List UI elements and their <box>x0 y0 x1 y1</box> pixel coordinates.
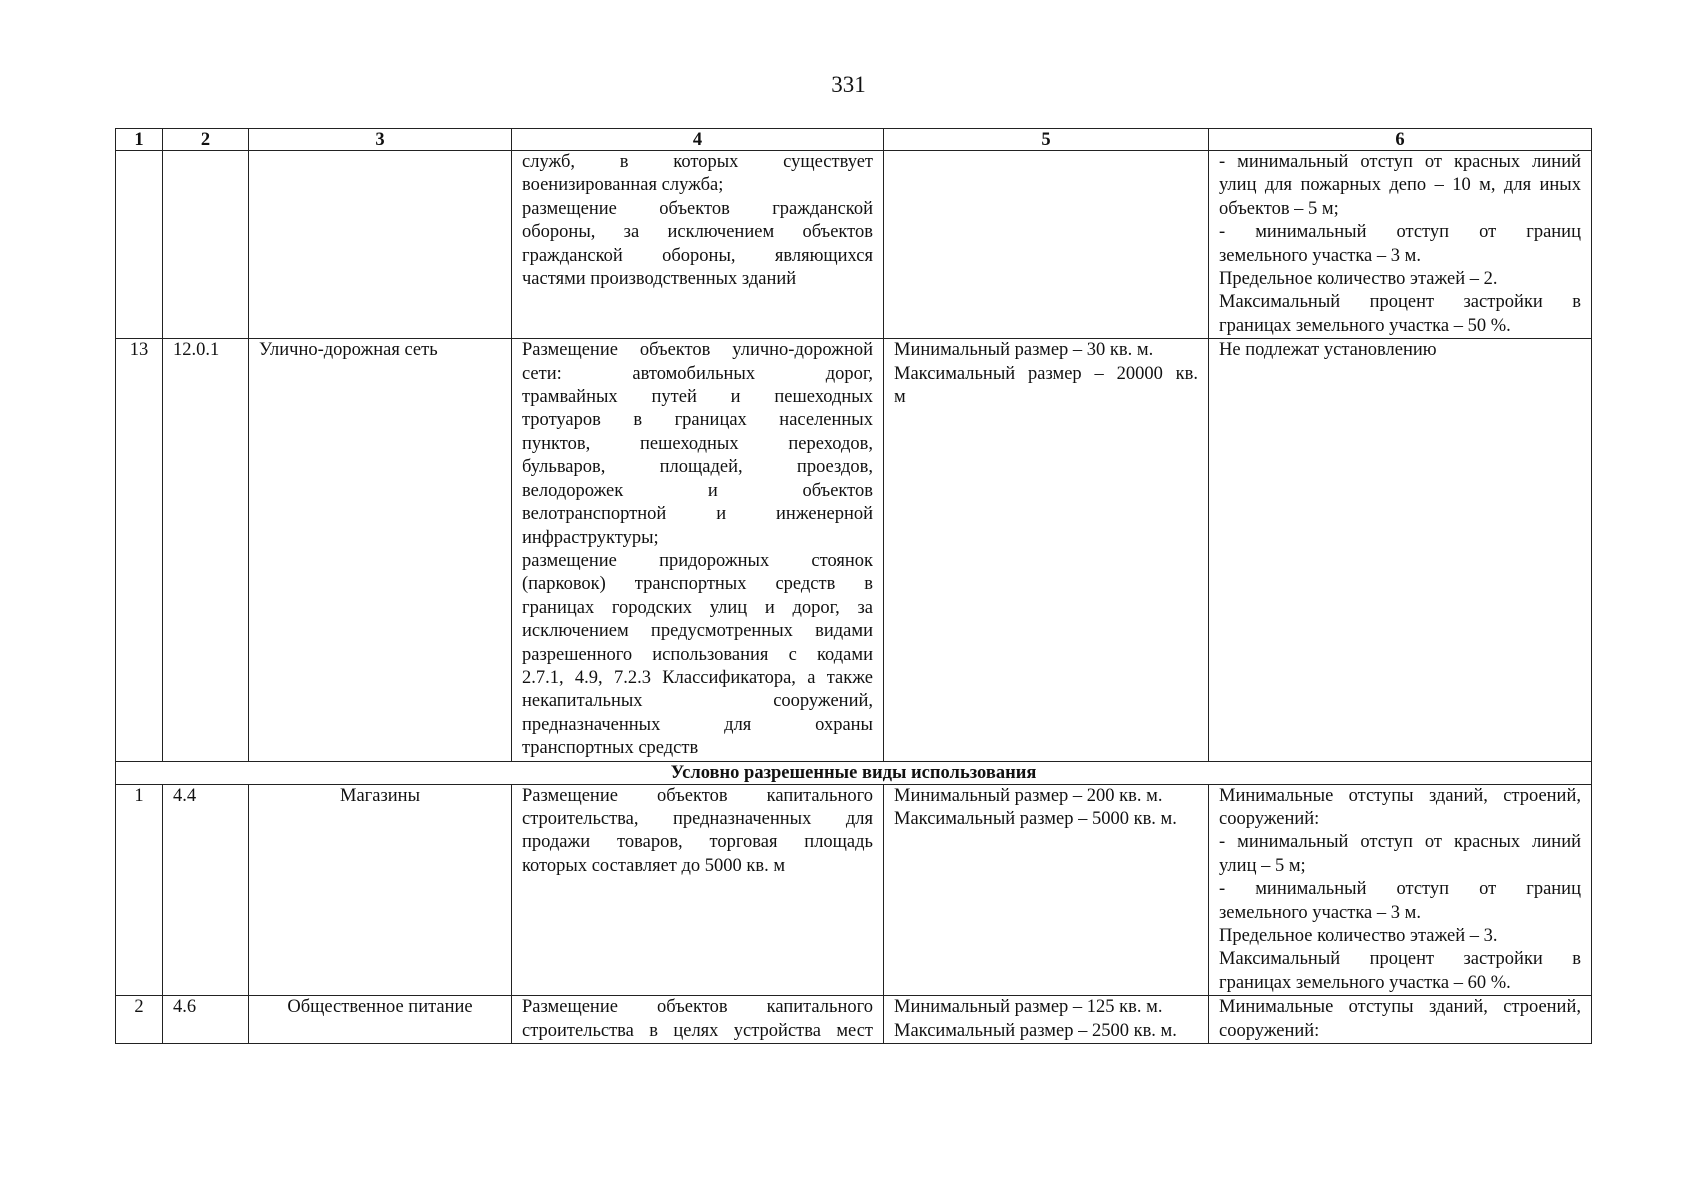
text-line: Предельное количество этажей – 2. <box>1219 269 1498 290</box>
text-line: земельного участка – 3 м. <box>1219 902 1421 923</box>
text-line: обороны, за исключением объектов <box>522 222 873 243</box>
text-line: строительства, предназначенных для <box>522 808 873 829</box>
section-title: Условно разрешенные виды использования <box>116 761 1592 784</box>
text-line: некапитальных сооружений, <box>522 691 873 712</box>
row-plot-size <box>884 784 1209 996</box>
text-line: границах городских улиц и дорог, за <box>522 597 873 618</box>
table-row <box>116 996 1592 1044</box>
text-line: Максимальный размер – 2500 кв. м. <box>894 1020 1177 1041</box>
text-line: границах земельного участка – 60 %. <box>1219 972 1511 993</box>
text-line: Минимальный размер – 125 кв. м. <box>894 997 1163 1018</box>
text-line: Минимальные отступы зданий, строений, <box>1219 997 1581 1018</box>
text-line: Размещение объектов улично-дорожной <box>522 340 873 361</box>
text-line: сети: автомобильных дорог, <box>522 363 873 384</box>
text-line: велодорожек и объектов <box>522 480 873 501</box>
text-line: строительства в целях устройства мест <box>522 1020 873 1041</box>
text-line: м <box>894 387 906 408</box>
col-header-4: 4 <box>512 129 884 151</box>
text-line: - минимальный отступ от границ <box>1219 222 1581 243</box>
row-code: 4.6 <box>163 996 249 1044</box>
text-line: Максимальный процент застройки в <box>1219 292 1581 313</box>
table-row <box>116 784 1592 996</box>
table-row <box>116 151 1592 339</box>
col-header-6: 6 <box>1209 129 1592 151</box>
text-line: Минимальный размер – 200 кв. м. <box>894 785 1163 806</box>
text-line: инфраструктуры; <box>522 527 659 548</box>
row-number: 2 <box>116 996 163 1044</box>
text-line: служб, в которых существует <box>522 152 873 172</box>
row-plot-size <box>884 339 1209 761</box>
text-line: сооружений: <box>1219 1020 1320 1041</box>
text-line: (парковок) транспортных средств в <box>522 574 873 595</box>
text-line: пунктов, пешеходных переходов, <box>522 433 873 454</box>
text-line: трамвайных путей и пешеходных <box>522 387 873 408</box>
text-line: Максимальный размер – 5000 кв. м. <box>894 808 1177 829</box>
text-line: частями производственных зданий <box>522 269 797 290</box>
row-plot-size <box>884 996 1209 1044</box>
text-line: земельного участка – 3 м. <box>1219 245 1421 266</box>
text-line: продажи товаров, торговая площадь <box>522 832 873 853</box>
text-line: - минимальный отступ от красных линий <box>1219 152 1581 172</box>
text-line: военизированная служба; <box>522 175 724 196</box>
text-line: размещение объектов гражданской <box>522 198 873 219</box>
text-line: бульваров, площадей, проездов, <box>522 457 873 478</box>
col-header-2: 2 <box>163 129 249 151</box>
text-line: Максимальный размер – 20000 кв. <box>894 363 1198 384</box>
text-line: улиц для пожарных депо – 10 м, для иных <box>1219 175 1581 196</box>
text-line: разрешенного использования с кодами <box>522 644 873 665</box>
page-number: 331 <box>831 72 866 97</box>
row-parameters <box>1209 784 1592 996</box>
text-line: Размещение объектов капитального <box>522 785 873 806</box>
row-description <box>512 996 884 1044</box>
row-description <box>512 151 884 339</box>
text-line: которых составляет до 5000 кв. м <box>522 855 786 876</box>
text-line: объектов – 5 м; <box>1219 198 1339 219</box>
text-line: Не подлежат установлению <box>1219 340 1437 361</box>
text-line: Предельное количество этажей – 3. <box>1219 926 1498 946</box>
col-header-3: 3 <box>249 129 512 151</box>
row-number <box>116 151 163 339</box>
col-header-5: 5 <box>884 129 1209 151</box>
text-line: сооружений: <box>1219 808 1320 829</box>
text-line: гражданской обороны, являющихся <box>522 245 873 266</box>
text-line: - минимальный отступ от границ <box>1219 879 1581 900</box>
text-line: тротуаров в границах населенных <box>522 410 873 431</box>
row-parameters <box>1209 151 1592 339</box>
text-line: границах земельного участка – 50 %. <box>1219 315 1511 336</box>
text-line: транспортных средств <box>522 738 699 759</box>
text-line: размещение придорожных стоянок <box>522 550 873 571</box>
row-code: 12.0.1 <box>163 339 249 761</box>
table-header-row <box>116 129 1592 151</box>
text-line: Размещение объектов капитального <box>522 997 873 1018</box>
row-name: Общественное питание <box>249 996 512 1044</box>
land-use-table <box>115 128 1592 1044</box>
text-line: предназначенных для охраны <box>522 714 873 735</box>
row-description <box>512 339 884 761</box>
text-line: исключением предусмотренных видами <box>522 621 873 642</box>
row-number: 1 <box>116 784 163 996</box>
text-line: велотранспортной и инженерной <box>522 504 873 525</box>
text-line: Максимальный процент застройки в <box>1219 949 1581 970</box>
table-row <box>116 339 1592 761</box>
row-name: Магазины <box>249 784 512 996</box>
row-plot-size <box>884 151 1209 339</box>
row-parameters <box>1209 996 1592 1044</box>
text-line: Минимальный размер – 30 кв. м. <box>894 340 1154 361</box>
row-number: 13 <box>116 339 163 761</box>
row-code <box>163 151 249 339</box>
row-parameters <box>1209 339 1592 761</box>
text-line: улиц – 5 м; <box>1219 855 1306 876</box>
row-name: Улично-дорожная сеть <box>249 339 512 761</box>
text-line: Минимальные отступы зданий, строений, <box>1219 785 1581 806</box>
col-header-1: 1 <box>116 129 163 151</box>
section-row <box>116 761 1592 784</box>
text-line: 2.7.1, 4.9, 7.2.3 Классификатора, а также <box>522 667 873 688</box>
text-line: - минимальный отступ от красных линий <box>1219 832 1581 853</box>
row-description <box>512 784 884 996</box>
row-code: 4.4 <box>163 784 249 996</box>
row-name <box>249 151 512 339</box>
